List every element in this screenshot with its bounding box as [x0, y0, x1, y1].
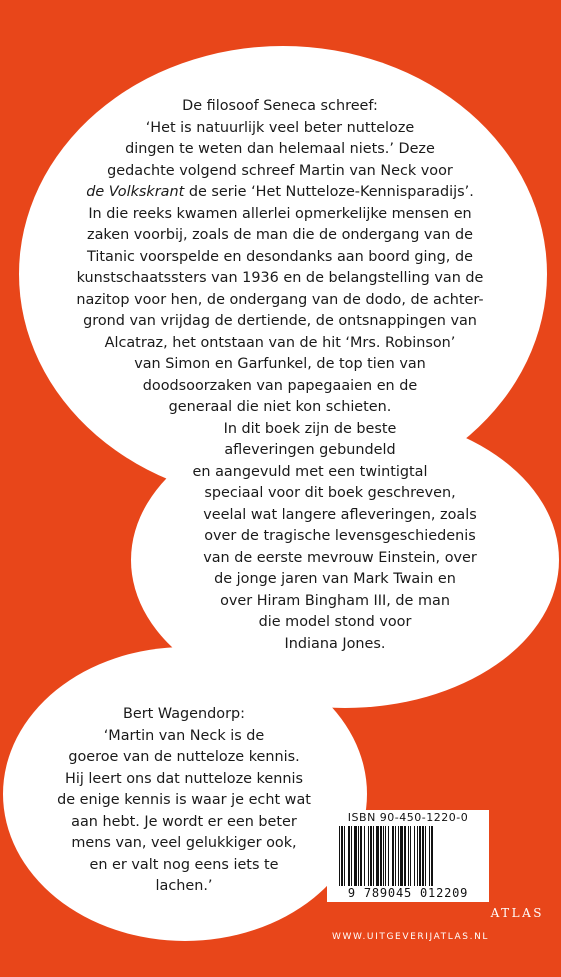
isbn-barcode [327, 810, 489, 902]
barcode-bars [339, 826, 477, 886]
quote-line: ‘Martin van Neck is de [103, 727, 265, 744]
blurb-line: Titanic voorspelde en desondanks aan boord ging, de [87, 248, 473, 265]
blurb-line: zaken voorbij, zoals de man die de ondergang van de [87, 227, 473, 243]
blurb-line: dingen te weten dan helemaal niets.’ Deze [125, 141, 435, 157]
blurb-line: over de tragische levensgeschiedenis [204, 528, 476, 544]
quote-attribution: Bert Wagendorp: [123, 706, 245, 722]
blurb-line: die model stond voor [258, 614, 412, 630]
blurb-line: kunstschaatssters van 1936 en de belangstelling van de [76, 270, 484, 286]
blurb-line: van Simon en Garfunkel, de top tien van [134, 356, 426, 372]
blurb-line: doodsoorzaken van papegaaien en de [142, 377, 418, 394]
blurb-line: Alcatraz, het ontstaan van de hit ‘Mrs. Robinson’ [104, 334, 456, 351]
quote-line: lachen.’ [155, 878, 213, 894]
blurb-line-volkskrant [55, 182, 505, 204]
blurb-line: ‘Het is natuurlijk veel beter nutteloze [145, 119, 415, 136]
blurb-line: de jonge jaren van Mark Twain en [214, 571, 456, 587]
blurb-line: Indiana Jones. [284, 635, 386, 652]
blurb-line: speciaal voor dit boek geschreven, [204, 485, 456, 501]
quote-line: en er valt nog eens iets te [89, 856, 279, 873]
blurb-line: afleveringen gebundeld [224, 442, 396, 458]
blurb-line: In dit boek zijn de beste [223, 420, 397, 437]
blurb-line: over Hiram Bingham III, de man [220, 592, 450, 609]
isbn-label: ISBN 90-450-1220-0 [347, 811, 469, 824]
blurb-line: nazitop voor hen, de ondergang van de dodo, de achter- [76, 291, 484, 308]
blurb-line: van de eerste mevrouw Einstein, over [203, 549, 477, 566]
quote-line: mens van, veel gelukkiger ook, [71, 835, 297, 851]
blurb-line: De filosoof Seneca schreef: [182, 98, 378, 114]
quote-line: goeroe van de nutteloze kennis. [68, 749, 300, 765]
newspaper-title: de Volkskrant [86, 184, 185, 200]
blurb-line: gedachte volgend schreef Martin van Neck voor [107, 162, 453, 179]
blurb-line-rest: de serie ‘Het Nutteloze-Kennisparadijs’. [184, 184, 474, 200]
blurb-line: en aangevuld met een twintigtal [192, 463, 428, 480]
blurb-line: veelal wat langere afleveringen, zoals [203, 506, 477, 523]
quote-line: de enige kennis is waar je echt wat [57, 792, 311, 808]
blurb-line: In die reeks kwamen allerlei opmerkelijke mensen en [88, 205, 472, 222]
blurb-line: grond van vrijdag de dertiende, de ontsnappingen van [83, 313, 477, 329]
review-quote [28, 704, 340, 898]
publisher-website: WWW.UITGEVERIJATLAS.NL [332, 932, 490, 942]
blurb-line: generaal die niet kon schieten. [168, 399, 392, 415]
main-blurb [55, 96, 505, 655]
publisher-logo: ATLAS [490, 906, 544, 920]
quote-line: aan hebt. Je wordt er een beter [71, 813, 297, 830]
ean-digits: 9 789045 012209 [347, 886, 469, 900]
quote-line: Hij leert ons dat nutteloze kennis [65, 770, 303, 787]
